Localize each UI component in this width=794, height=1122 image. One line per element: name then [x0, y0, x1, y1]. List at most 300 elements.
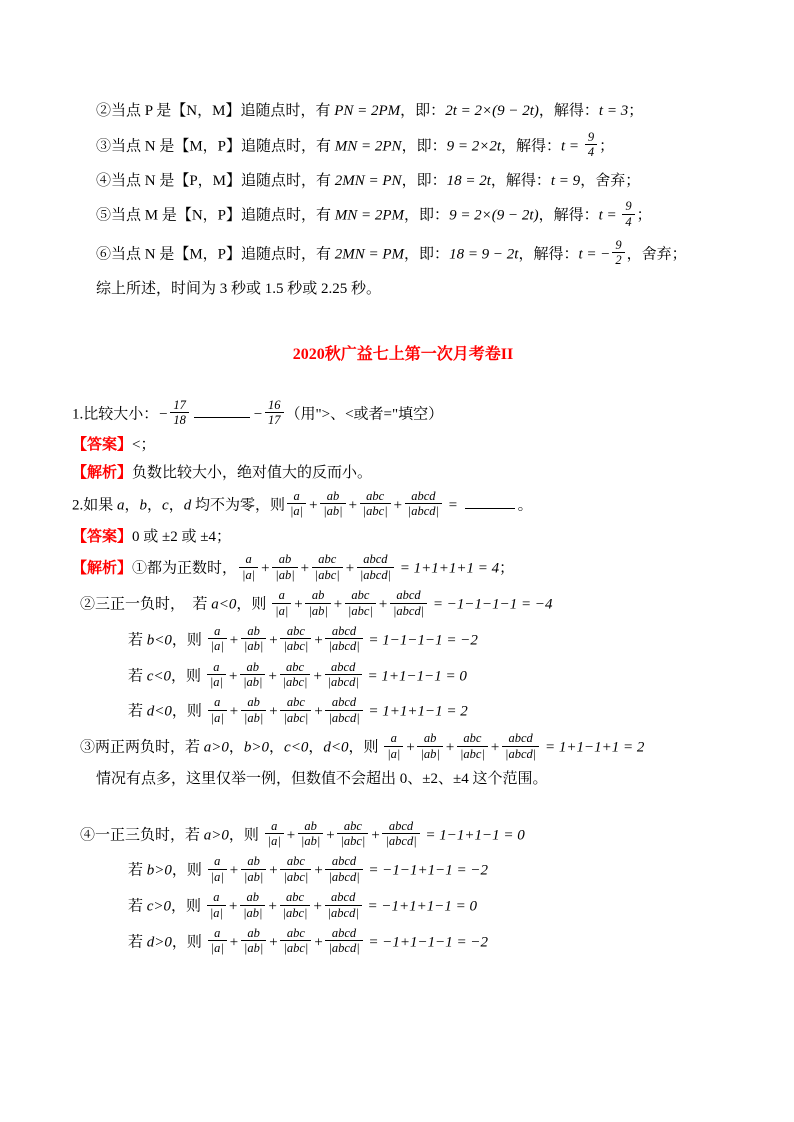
text-run: ，即：: [404, 246, 450, 263]
fraction-numerator: abcd: [508, 731, 533, 746]
text-run: 负数比较大小，绝对值大的反而小。: [132, 465, 373, 482]
text-run: ，解得：: [501, 138, 562, 155]
fraction-numerator: ab: [423, 731, 437, 746]
fraction-numerator: ab: [246, 890, 259, 905]
fraction-denominator: |ab|: [417, 746, 442, 761]
text-run: ，即：: [401, 138, 447, 155]
math-run: 18 = 2t: [446, 172, 491, 189]
fraction-denominator: |abc|: [280, 940, 311, 955]
fraction-denominator: 18: [170, 412, 189, 427]
doc-line: [96, 101, 734, 123]
fraction: [207, 660, 226, 690]
text-run: ，则: [171, 703, 206, 720]
math-run: t =: [561, 138, 583, 155]
answer-label: 【解析】: [72, 465, 133, 482]
text-run: 2.如果: [72, 497, 118, 514]
exam-title: 2020秋广益七上第一次月考卷II: [292, 345, 514, 363]
fraction-numerator: abcd: [331, 623, 357, 638]
text-run: 若: [128, 898, 147, 915]
math-run: +: [313, 862, 324, 879]
doc-line: [80, 590, 734, 620]
fraction-denominator: |a|: [239, 567, 258, 582]
math-run: +: [227, 668, 239, 684]
math-run: c>0: [146, 898, 172, 915]
fraction-denominator: |abcd|: [325, 869, 362, 884]
fraction-numerator: abcd: [396, 588, 421, 603]
math-run: −: [252, 406, 264, 422]
answer-label: 【答案】: [72, 528, 133, 545]
fraction: [241, 854, 266, 884]
fraction: [280, 890, 311, 920]
math-run: c<0: [284, 739, 309, 756]
math-run: t = −: [578, 246, 611, 263]
text-run: ，解得：: [538, 207, 599, 224]
fraction-numerator: abc: [366, 488, 385, 503]
math-run: 9 = 2×(9 − 2t): [449, 207, 539, 224]
doc-line: [96, 769, 734, 791]
math-run: = 1+1−1+1 = 2: [541, 739, 645, 756]
fraction: [585, 130, 597, 160]
math-run: +: [268, 632, 279, 649]
math-run: +: [227, 898, 239, 915]
math-run: +: [332, 596, 343, 613]
math-run: +: [313, 703, 324, 720]
text-run: ④一正三负时，若: [80, 827, 204, 843]
fraction-numerator: abcd: [331, 695, 357, 710]
math-run: +: [293, 596, 304, 613]
fraction-numerator: a: [390, 731, 397, 746]
fraction-numerator: a: [271, 818, 278, 833]
doc-line: [128, 892, 734, 922]
fraction: [325, 926, 362, 956]
text-run: ，则: [171, 934, 206, 951]
text-run: ③当点 N 是【M，P】追随点时，有: [96, 138, 335, 155]
math-run: b>0: [146, 862, 172, 879]
text-run: ，则: [348, 739, 383, 756]
math-run: = −1−1−1−1 = −4: [429, 596, 553, 613]
fraction-denominator: |abc|: [280, 869, 311, 884]
fraction: [622, 199, 634, 229]
text-run: ，则: [171, 632, 206, 649]
math-run: +: [268, 934, 279, 951]
fraction-numerator: abc: [285, 659, 305, 674]
math-run: +: [489, 739, 501, 756]
doc-line: [96, 279, 734, 301]
doc-line: [128, 697, 734, 727]
text-run: ，解得：: [490, 172, 551, 189]
math-run: −: [158, 406, 169, 422]
text-run: ，则: [171, 898, 205, 915]
math-run: +: [228, 862, 239, 879]
math-run: = 1−1−1−1 = −2: [364, 632, 478, 649]
fraction-numerator: 9: [625, 199, 632, 214]
fraction-denominator: |ab|: [240, 674, 265, 689]
fraction: [417, 731, 442, 761]
doc-line: [96, 201, 734, 231]
math-run: d: [183, 497, 192, 514]
text-run: ③两正两负时，若: [80, 739, 204, 756]
text-run: ②当点 P 是【N，M】追随点时，有: [96, 103, 335, 119]
text-run: 若: [128, 632, 147, 649]
fraction: [272, 552, 297, 582]
text-run: ，: [147, 497, 163, 514]
text-run: 情况有点多，这里仅举一例，但数值不会超出 0、±2、±4 这个范围。: [96, 770, 548, 787]
answer-label: 【解析】: [72, 560, 133, 577]
math-run: MN = 2PM: [334, 207, 405, 224]
math-run: 2MN = PN: [334, 172, 402, 189]
fraction-denominator: |a|: [208, 869, 227, 884]
math-run: t =: [598, 207, 621, 224]
fraction-numerator: abcd: [331, 659, 356, 674]
fraction: [298, 819, 323, 849]
fraction-numerator: 9: [587, 129, 595, 144]
fraction-numerator: ab: [247, 854, 260, 869]
fraction-denominator: |abcd|: [325, 638, 362, 653]
fraction: [325, 890, 362, 920]
math-run: +: [313, 632, 324, 649]
fraction: [241, 624, 266, 654]
doc-line: [96, 129, 734, 162]
fraction: [337, 819, 368, 849]
fraction-denominator: |a|: [265, 833, 284, 848]
text-run: ，则: [171, 668, 205, 684]
fraction: [325, 854, 362, 884]
fraction-numerator: abcd: [388, 818, 414, 833]
doc-line: [80, 733, 734, 763]
fraction-denominator: |a|: [208, 638, 227, 653]
fraction-denominator: |a|: [207, 674, 226, 689]
fraction-numerator: a: [214, 925, 221, 940]
math-run: PN = 2PM: [334, 103, 401, 119]
fraction-numerator: abcd: [331, 890, 356, 905]
text-run: ，解得：: [518, 246, 579, 263]
fraction-numerator: a: [214, 623, 221, 638]
fraction-denominator: |ab|: [240, 905, 265, 920]
text-run: ，舍弃；: [580, 172, 641, 189]
fraction-denominator: |abcd|: [502, 746, 539, 761]
fraction-numerator: 9: [615, 238, 622, 252]
fraction-numerator: abc: [286, 925, 305, 940]
math-run: b<0: [146, 632, 172, 649]
text-run: ；: [636, 207, 652, 224]
math-run: d<0: [323, 739, 349, 756]
solution-steps-block: [72, 101, 734, 301]
fraction-numerator: ab: [304, 818, 317, 833]
text-run: ⑤当点 M 是【N，P】追随点时，有: [96, 207, 335, 224]
fraction-numerator: a: [245, 552, 252, 567]
doc-line: [96, 171, 734, 193]
fraction-denominator: |a|: [384, 746, 403, 761]
fraction-numerator: ab: [311, 588, 325, 603]
fraction-denominator: |ab|: [305, 603, 330, 618]
math-run: a>0: [203, 827, 229, 843]
fraction-numerator: abc: [286, 623, 305, 638]
fraction: [239, 552, 258, 582]
fraction-numerator: abc: [285, 890, 305, 905]
fraction: [208, 624, 227, 654]
doc-line: [72, 554, 734, 584]
text-run: 均不为零，则: [191, 497, 285, 514]
fraction: [265, 398, 284, 428]
fraction: [345, 588, 376, 618]
blank-underline: [194, 405, 250, 418]
fraction: [390, 588, 427, 618]
math-run: = −1+1−1−1 = −2: [364, 934, 488, 951]
fraction-denominator: |abc|: [337, 833, 368, 848]
fraction-numerator: a: [214, 695, 221, 710]
text-run: ，即：: [400, 103, 446, 119]
fraction: [405, 489, 442, 519]
doc-line: [96, 240, 734, 270]
fraction-denominator: |abc|: [360, 503, 391, 518]
fraction: [320, 489, 345, 519]
fraction: [325, 624, 362, 654]
fraction-denominator: |abc|: [280, 905, 311, 920]
fraction: [357, 552, 394, 582]
text-run: <；: [132, 437, 156, 454]
math-run: c<0: [146, 668, 172, 684]
doc-line: [128, 623, 734, 656]
fraction-numerator: ab: [247, 925, 260, 940]
math-run: +: [285, 827, 296, 843]
math-run: +: [344, 560, 355, 577]
fraction-denominator: |ab|: [241, 869, 266, 884]
math-run: b>0: [243, 739, 270, 756]
fraction-denominator: |a|: [272, 603, 291, 618]
text-run: ，则: [171, 862, 206, 879]
math-run: 2MN = PM: [334, 246, 405, 263]
text-run: ①都为正数时，: [132, 560, 238, 577]
fraction-denominator: |ab|: [298, 833, 323, 848]
math-run: +: [347, 497, 358, 514]
fraction-denominator: |a|: [208, 940, 227, 955]
math-run: MN = 2PN: [334, 138, 402, 155]
fraction-numerator: a: [293, 488, 300, 503]
doc-line: [72, 527, 734, 549]
fraction: [502, 731, 539, 761]
fraction-denominator: |a|: [208, 710, 227, 725]
math-run: +: [267, 668, 278, 684]
text-run: 若: [128, 862, 147, 879]
fraction: [612, 238, 624, 268]
fraction: [272, 588, 291, 618]
math-run: t = 9: [550, 172, 581, 189]
fraction-denominator: |abcd|: [325, 940, 362, 955]
blank-underline: [465, 496, 515, 509]
fraction-denominator: |abcd|: [325, 905, 362, 920]
fraction-numerator: 16: [268, 397, 281, 412]
doc-line: [80, 818, 734, 851]
math-run: a: [117, 497, 125, 514]
text-run: ，即：: [401, 172, 447, 189]
fraction-numerator: abcd: [363, 552, 388, 567]
math-run: 2t = 2×(9 − 2t): [445, 103, 539, 119]
doc-line: [72, 435, 734, 457]
math-run: +: [313, 934, 324, 951]
fraction-denominator: 4: [585, 144, 597, 159]
math-run: +: [444, 739, 455, 756]
text-run: ，则: [236, 596, 271, 613]
math-run: +: [308, 497, 319, 514]
fraction-numerator: abcd: [411, 488, 436, 503]
doc-line: [128, 856, 734, 886]
fraction-denominator: |ab|: [241, 940, 266, 955]
fraction-denominator: |abcd|: [390, 603, 427, 618]
math-run: +: [268, 862, 279, 879]
math-run: = 1+1+1+1 = 4: [396, 560, 500, 577]
math-run: 9 = 2×2t: [446, 138, 501, 155]
fraction: [241, 695, 266, 725]
fraction: [240, 660, 265, 690]
fraction-numerator: 17: [173, 397, 186, 412]
text-run: ④当点 N 是【P，M】追随点时，有: [96, 172, 335, 189]
math-run: = −1−1+1−1 = −2: [364, 862, 488, 879]
fraction: [170, 398, 189, 428]
doc-line: [128, 659, 734, 692]
math-run: +: [312, 898, 323, 915]
math-run: +: [267, 898, 278, 915]
fraction-denominator: |ab|: [272, 567, 297, 582]
fraction: [360, 489, 391, 519]
text-run: ，则: [228, 827, 263, 843]
fraction-numerator: abcd: [331, 854, 357, 869]
text-run: 若: [128, 703, 147, 720]
text-run: ，: [269, 739, 285, 756]
math-run: +: [268, 703, 279, 720]
fraction-numerator: abc: [286, 854, 305, 869]
doc-line: [72, 488, 734, 521]
fraction-denominator: |a|: [287, 503, 306, 518]
fraction: [241, 926, 266, 956]
math-run: = 1+1−1−1 = 0: [363, 668, 467, 684]
fraction: [280, 660, 311, 690]
fraction-denominator: |abc|: [280, 710, 311, 725]
text-run: ，: [228, 739, 244, 756]
math-run: +: [228, 632, 239, 649]
doc-line: [128, 925, 734, 958]
fraction-numerator: ab: [278, 552, 292, 567]
math-run: = 1+1+1−1 = 2: [364, 703, 468, 720]
text-run: ，: [124, 497, 140, 514]
math-run: +: [299, 560, 310, 577]
math-run: c: [162, 497, 169, 514]
fraction: [265, 819, 284, 849]
math-run: =: [443, 497, 462, 514]
text-run: ；: [628, 103, 644, 119]
fraction-denominator: |abc|: [457, 746, 488, 761]
text-run: ，: [308, 739, 324, 756]
fraction: [240, 890, 265, 920]
fraction-numerator: abc: [318, 552, 337, 567]
text-run: 1.比较大小：: [72, 406, 159, 422]
fraction-denominator: |ab|: [241, 710, 266, 725]
math-run: t = 3: [598, 103, 629, 119]
fraction-denominator: |abc|: [280, 638, 311, 653]
fraction: [207, 890, 226, 920]
fraction-numerator: a: [278, 588, 285, 603]
math-run: d>0: [146, 934, 172, 951]
math-run: +: [260, 560, 271, 577]
math-run: +: [312, 668, 323, 684]
fraction: [280, 926, 311, 956]
math-run: a>0: [203, 739, 229, 756]
text-run: ，舍弃；: [626, 246, 687, 263]
text-run: 若: [128, 668, 147, 684]
fraction-numerator: abcd: [331, 925, 357, 940]
math-run: +: [370, 827, 381, 843]
fraction-numerator: ab: [246, 659, 259, 674]
doc-line: [72, 463, 734, 485]
fraction-denominator: 2: [612, 252, 624, 267]
text-run: ，: [168, 497, 184, 514]
text-run: ，即：: [404, 207, 450, 224]
fraction-denominator: |abcd|: [357, 567, 394, 582]
fraction-denominator: |ab|: [320, 503, 345, 518]
text-run: 若: [128, 934, 147, 951]
text-run: ；: [599, 138, 615, 155]
fraction: [305, 588, 330, 618]
text-run: （用">、<或者="填空）: [285, 406, 444, 422]
math-run: a<0: [211, 596, 237, 613]
text-run: 0 或 ±2 或 ±4；: [132, 528, 231, 545]
fraction: [325, 660, 362, 690]
math-run: = 1−1+1−1 = 0: [421, 827, 525, 843]
fraction: [208, 926, 227, 956]
fraction-denominator: |abcd|: [382, 833, 419, 848]
fraction-denominator: |abcd|: [325, 710, 362, 725]
math-run: +: [392, 497, 403, 514]
fraction-numerator: abc: [351, 588, 370, 603]
math-run: 18 = 9 − 2t: [449, 246, 519, 263]
fraction: [280, 695, 311, 725]
math-run: +: [228, 703, 239, 720]
fraction-numerator: abc: [343, 818, 362, 833]
fraction-numerator: ab: [247, 623, 260, 638]
fraction: [384, 731, 403, 761]
fraction-denominator: |ab|: [241, 638, 266, 653]
text-run: 综上所述，时间为 3 秒或 1.5 秒或 2.25 秒。: [96, 280, 382, 297]
math-run: = −1+1+1−1 = 0: [363, 898, 478, 915]
text-run: ，解得：: [538, 103, 599, 119]
fraction-denominator: |abc|: [280, 674, 311, 689]
text-run: ②三正一负时， 若: [80, 596, 212, 613]
fraction-denominator: |abcd|: [405, 503, 442, 518]
fraction: [287, 489, 306, 519]
fraction: [325, 695, 362, 725]
doc-line: [72, 397, 734, 430]
text-run: ⑥当点 N 是【M，P】追随点时，有: [96, 246, 335, 263]
fraction-numerator: abc: [286, 695, 305, 710]
fraction-numerator: ab: [326, 488, 340, 503]
fraction: [382, 819, 419, 849]
fraction-denominator: |a|: [207, 905, 226, 920]
fraction-numerator: a: [213, 659, 220, 674]
text-run: 。: [517, 497, 533, 514]
text-run: ；: [499, 560, 515, 577]
math-run: d<0: [146, 703, 172, 720]
fraction: [208, 854, 227, 884]
fraction-numerator: abc: [463, 731, 482, 746]
math-run: +: [228, 934, 239, 951]
fraction-numerator: a: [213, 890, 220, 905]
answer-label: 【答案】: [72, 437, 133, 454]
math-run: +: [377, 596, 388, 613]
fraction-denominator: |abc|: [345, 603, 376, 618]
fraction: [457, 731, 488, 761]
fraction: [208, 695, 227, 725]
fraction-denominator: |abc|: [312, 567, 343, 582]
fraction: [280, 624, 311, 654]
